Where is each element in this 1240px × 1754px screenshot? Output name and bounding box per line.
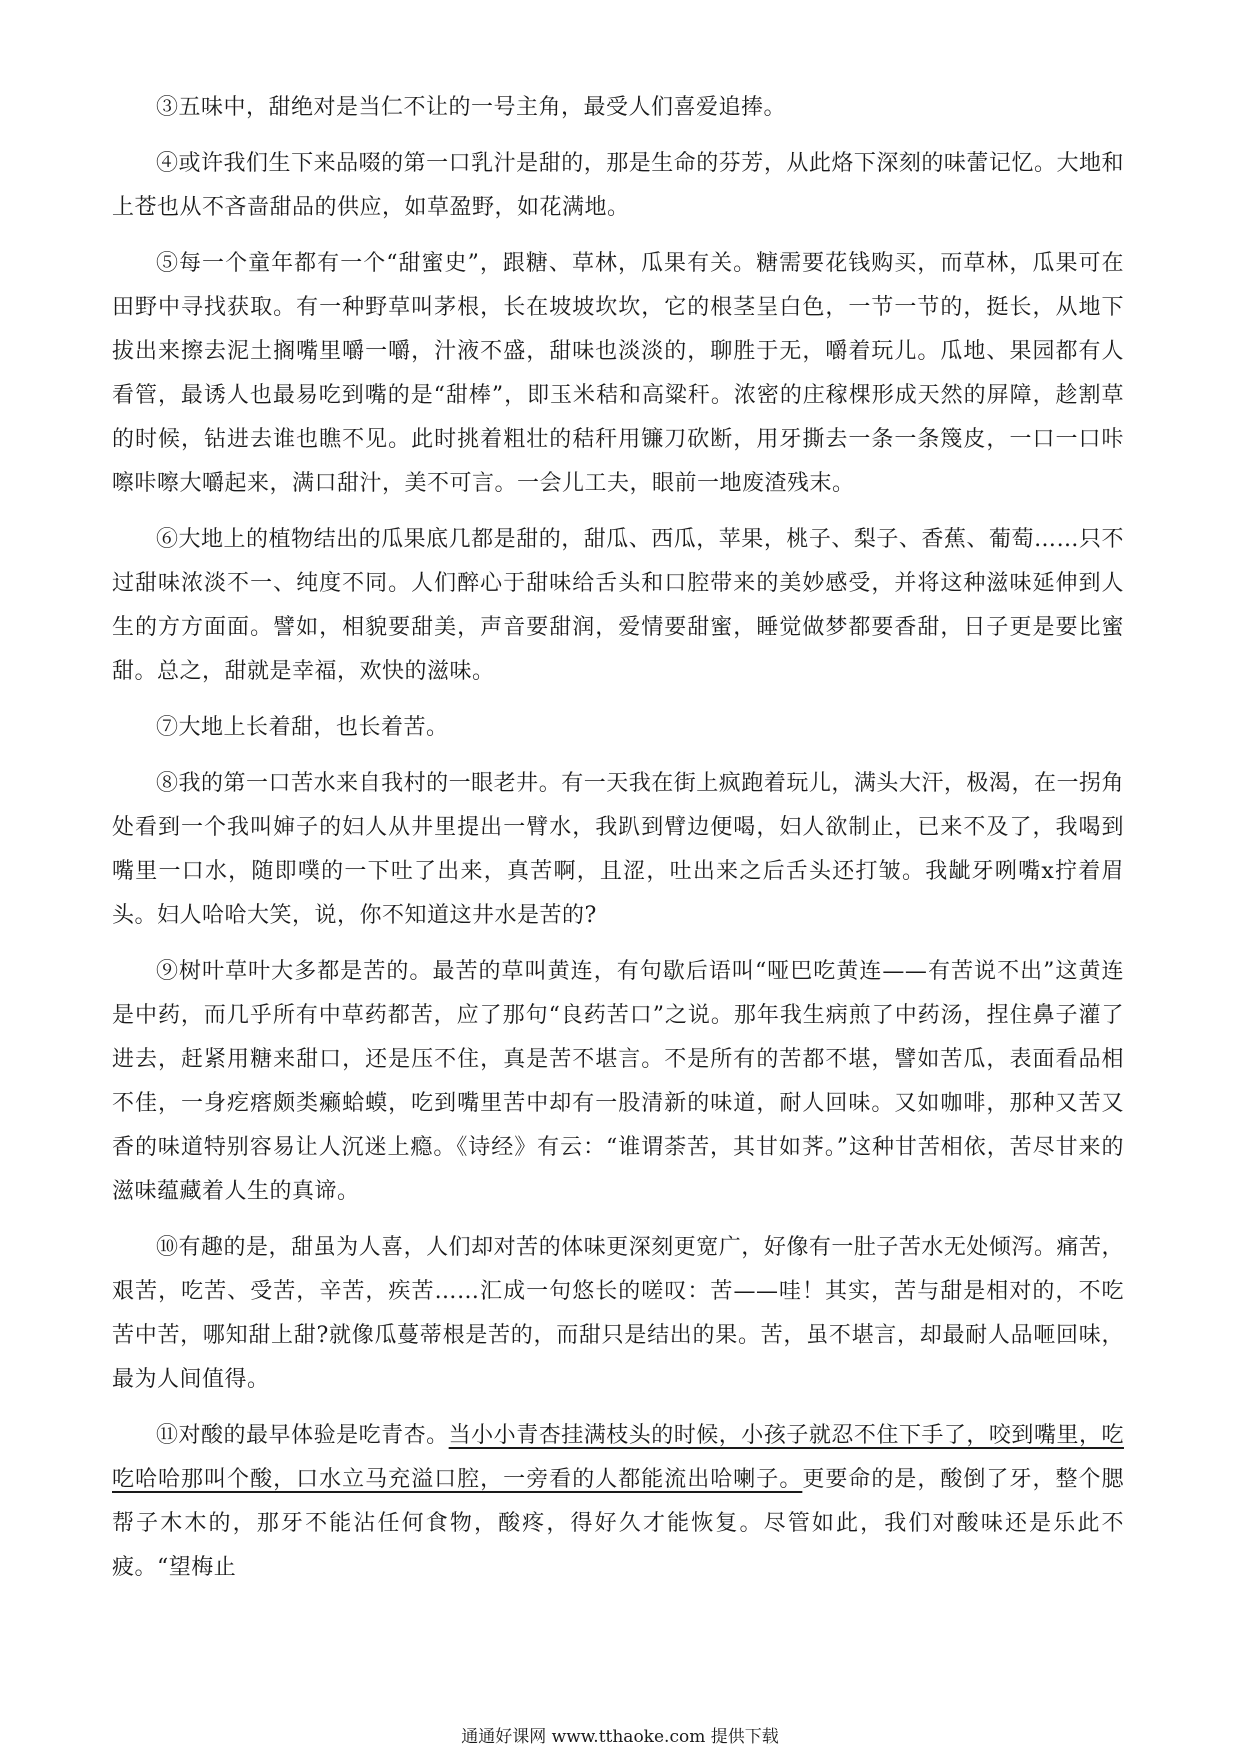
page-footer: 通通好课网 www.tthaoke.com 提供下载 (461, 1727, 779, 1747)
paragraph-6: ⑥大地上的植物结出的瓜果底几都是甜的，甜瓜、西瓜，苹果，桃子、梨子、香蕉、葡萄……只不过甜味浓淡不一、纯度不同。人们醉心于甜味给舌头和口腔带来的美妙感受，并将这种滋味延伸到人生的方方面面。譬如，相貌要甜美，声音要甜润，爱情要甜蜜，睡觉做梦都要香甜，日子更是要比蜜甜。总之，甜就是幸福，欢快的滋味。 (112, 527, 1124, 684)
underlined-sentence: 当小小青杏挂满枝头的时候，小孩子就忍不住下手了，咬到嘴里，吃吃哈哈那叫个酸，口水立马充溢口腔，一旁看的人都能流出哈喇子。 (112, 1423, 1124, 1492)
paragraph-3: ③五味中，甜绝对是当仁不让的一号主角，最受人们喜爱追捧。 (156, 95, 787, 120)
document-body (112, 86, 1124, 1602)
paragraph-9: ⑨树叶草叶大多都是苦的。最苦的草叫黄连，有句歇后语叫“哑巴吃黄连——有苦说不出”这黄连是中药，而几乎所有中草药都苦，应了那句“良药苦口”之说。那年我生病煎了中药汤，捏住鼻子灌了进去，赶紧用糖来甜口，还是压不住，真是苦不堪言。不是所有的苦都不堪，譬如苦瓜，表面看品相不佳，一身疙瘩颇类癞蛤蟆，吃到嘴里苦中却有一股清新的味道，耐人回味。又如咖啡，那种又苦又香的味道特别容易让人沉迷上瘾。《诗经》有云：“谁谓荼苦，其甘如荠。”这种甘苦相依，苦尽甘来的滋味蕴藏着人生的真谛。 (112, 959, 1124, 1204)
paragraph-4: ④或许我们生下来品啜的第一口乳汁是甜的，那是生命的芬芳，从此烙下深刻的味蕾记忆。大地和上苍也从不吝啬甜品的供应，如草盈野，如花满地。 (112, 151, 1124, 220)
paragraph-11 (112, 1414, 1124, 1590)
paragraph-11-lead: ⑪对酸的最早体验是吃青杏。 (156, 1423, 449, 1448)
paragraph-11-rest: 更要命的是，酸倒了牙，整个腮帮子木木的，那牙不能沾任何食物，酸疼，得好久才能恢复。尽管如此，我们对酸味还是乐此不疲。“望梅止 (112, 1467, 1124, 1580)
paragraph-8: ⑧我的第一口苦水来自我村的一眼老井。有一天我在街上疯跑着玩儿，满头大汗，极渴，在一拐角处看到一个我叫婶子的妇人从井里提出一臂水，我趴到臂边便喝，妇人欲制止，已来不及了，我喝到嘴里一口水，随即噗的一下吐了出来，真苦啊，且涩，吐出来之后舌头还打皱。我龇牙咧嘴x拧着眉头。妇人哈哈大笑，说，你不知道这井水是苦的? (112, 771, 1124, 928)
paragraph-5: ⑤每一个童年都有一个“甜蜜史”，跟糖、草林，瓜果有关。糖需要花钱购买，而草林，瓜果可在田野中寻找获取。有一种野草叫茅根，长在坡坡坎坎，它的根茎呈白色，一节一节的，挺长，从地下拔出来擦去泥土搁嘴里嚼一嚼，汁液不盛，甜味也淡淡的，聊胜于无，嚼着玩儿。瓜地、果园都有人看管，最诱人也最易吃到嘴的是“甜棒”，即玉米秸和高粱秆。浓密的庄稼棵形成天然的屏障，趁割草的时候，钻进去谁也瞧不见。此时挑着粗壮的秸秆用镰刀砍断，用牙撕去一条一条篾皮，一口一口咔嚓咔嚓大嚼起来，满口甜汁，美不可言。一会儿工夫，眼前一地废渣残末。 (112, 251, 1124, 496)
paragraph-7: ⑦大地上长着甜，也长着苦。 (156, 715, 449, 740)
paragraph-10: ⑩有趣的是，甜虽为人喜，人们却对苦的体味更深刻更宽广，好像有一肚子苦水无处倾泻。痛苦，艰苦，吃苦、受苦，辛苦，疾苦……汇成一句悠长的嗟叹：苦——哇！其实，苦与甜是相对的，不吃苦中苦，哪知甜上甜?就像瓜蔓蒂根是苦的，而甜只是结出的果。苦，虽不堪言，却最耐人品咂回味，最为人间值得。 (112, 1235, 1124, 1392)
